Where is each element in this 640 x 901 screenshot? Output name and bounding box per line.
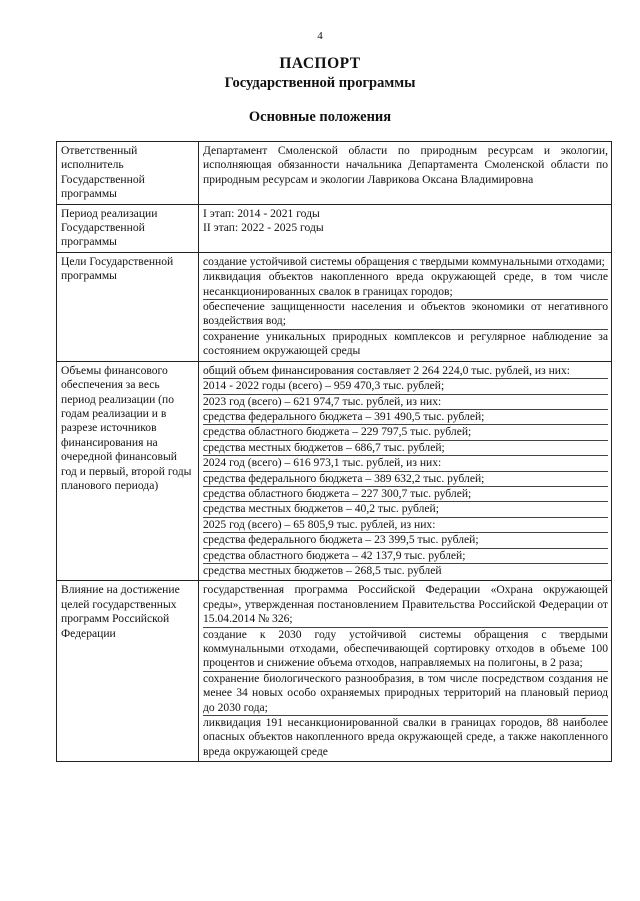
row-value <box>199 361 612 581</box>
passport-table <box>56 141 612 762</box>
value-line: создание устойчивой системы обращения с твердыми коммунальными отходами; <box>203 255 608 270</box>
row-label: Ответственный исполнитель Государственной программы <box>57 142 199 205</box>
value-line: средства местных бюджетов – 268,5 тыс. рублей <box>203 563 442 577</box>
row-label: Объемы финансового обеспечения за весь период реализации (по годам реализации и в разрезе источников финансирования на очередной финансовый год и первый, второй годы планового периода) <box>57 361 199 581</box>
value-line: сохранение уникальных природных комплексов и регулярное наблюдение за состоянием окружающей среды <box>203 329 608 358</box>
table-row <box>57 361 612 581</box>
value-line: I этап: 2014 - 2021 годы <box>203 206 320 220</box>
row-value <box>199 204 612 252</box>
value-line: средства областного бюджета – 42 137,9 тыс. рублей; <box>203 549 608 564</box>
value-line: средства федерального бюджета – 391 490,5 тыс. рублей; <box>203 410 608 425</box>
value-line: общий объем финансирования составляет 2 264 224,0 тыс. рублей, из них: <box>203 364 608 379</box>
value-line: средства областного бюджета – 229 797,5 тыс. рублей; <box>203 425 608 440</box>
value-line: средства федерального бюджета – 389 632,2 тыс. рублей; <box>203 472 608 487</box>
table-row <box>57 581 612 762</box>
value-line: средства местных бюджетов – 686,7 тыс. рублей; <box>203 441 608 456</box>
value-line: 2024 год (всего) – 616 973,1 тыс. рублей, из них: <box>203 456 608 471</box>
table-row <box>57 142 612 205</box>
row-label: Период реализации Государственной программы <box>57 204 199 252</box>
row-value <box>199 252 612 361</box>
value-line: II этап: 2022 - 2025 годы <box>203 221 324 235</box>
section-heading: Основные положения <box>248 109 392 125</box>
value-line: средства федерального бюджета – 23 399,5 тыс. рублей; <box>203 533 608 548</box>
value-line: Департамент Смоленской области по природным ресурсам и экологии, исполняющая обязанности начальника Департамента Смоленской области по природным ресурсам и экологии Лаврикова Оксана Владимировна <box>203 144 608 186</box>
table-row <box>57 252 612 361</box>
value-line: 2025 год (всего) – 65 805,9 тыс. рублей, из них: <box>203 518 608 533</box>
row-value <box>199 581 612 762</box>
value-line: ликвидация 191 несанкционированной свалки в границах городов, 88 наиболее опасных объектов накопленного вреда окружающей среде, а также накопленного вреда окружающей среде <box>203 716 608 758</box>
value-line: ликвидация объектов накопленного вреда окружающей среде, в том числе несанкционированных свалок в границах городов; <box>203 270 608 300</box>
row-label: Цели Государственной программы <box>57 252 199 361</box>
value-line: обеспечение защищенности населения и объектов экономики от негативного воздействия вод; <box>203 300 608 330</box>
row-label: Влияние на достижение целей государственных программ Российской Федерации <box>57 581 199 762</box>
value-line: 2014 - 2022 годы (всего) – 959 470,3 тыс. рублей; <box>203 379 608 394</box>
table-row <box>57 204 612 252</box>
document-title: ПАСПОРТ <box>279 55 361 72</box>
value-line: государственная программа Российской Федерации «Охрана окружающей среды», утвержденная постановлением Правительства Российской Федерации от 15.04.2014 № 326; <box>203 583 608 627</box>
value-line: средства местных бюджетов – 40,2 тыс. рублей; <box>203 502 608 517</box>
document-subtitle: Государственной программы <box>224 75 416 91</box>
value-line: 2023 год (всего) – 621 974,7 тыс. рублей, из них: <box>203 395 608 410</box>
value-line: сохранение биологического разнообразия, в том числе посредством создания не менее 34 новых особо охраняемых природных территорий на плановый период до 2030 года; <box>203 672 608 716</box>
page-number: 4 <box>317 30 323 42</box>
value-line: средства областного бюджета – 227 300,7 тыс. рублей; <box>203 487 608 502</box>
row-value <box>199 142 612 205</box>
value-line: создание к 2030 году устойчивой системы обращения с твердыми коммунальными отходами, обеспечивающей сортировку отходов в объеме 100 процентов и снижение объема отходов, направляемых на полигоны, в 2 раза; <box>203 628 608 672</box>
